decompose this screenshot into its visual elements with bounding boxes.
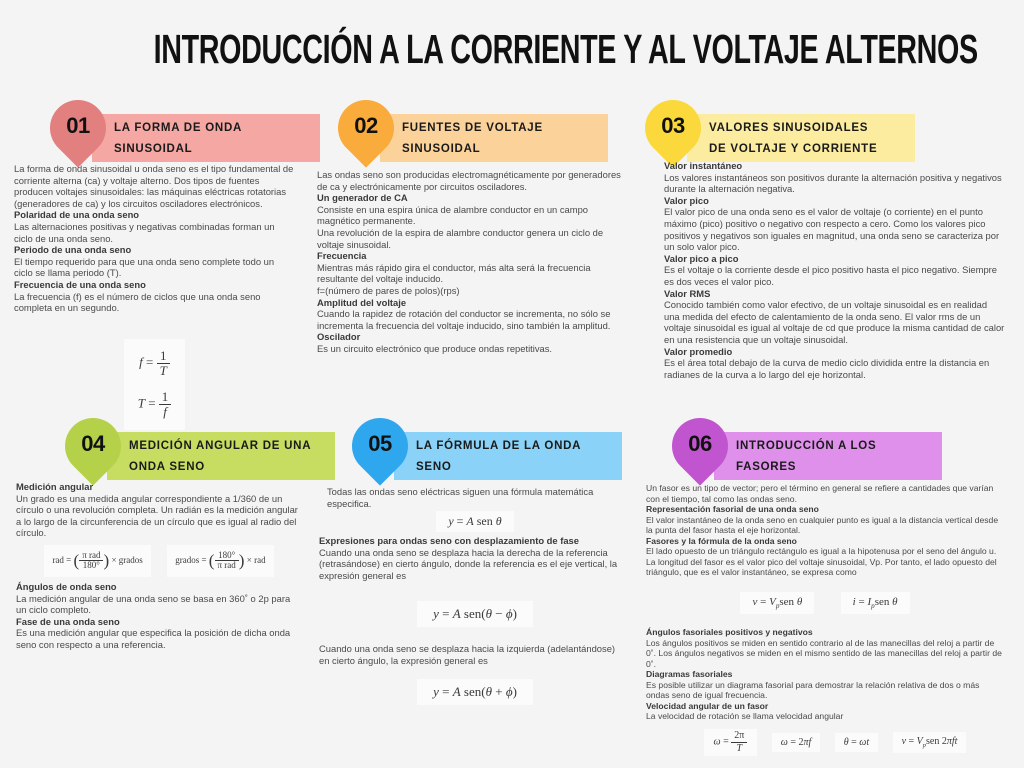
paragraph: La velocidad de rotación se llama velocidad angular xyxy=(646,711,844,721)
formula-y-equals-A-sen-theta-minus-phi: y = A sen(θ − ϕ) xyxy=(417,601,533,627)
formula-v-equals-Vp-sen-2pift: $v = V_psen$ 2πft xyxy=(893,732,967,753)
formula-v-equals-Vp-sen-theta: $v = V_psen$ θ xyxy=(740,592,814,614)
paragraph: La medición angular de una onda seno se basa en 360˚ o 2p para un ciclo completo. xyxy=(16,592,291,616)
paragraph-heading: Valor pico xyxy=(664,194,709,206)
section-heading-02-line1: FUENTES DE VOLTAJE xyxy=(402,122,543,134)
formula-rad-from-grados: rad = ( $\frac{\text{π rad}}{180^\circ}$ ) × grados xyxy=(44,545,150,577)
section-body-05a xyxy=(327,486,623,509)
formula-y-equals-A-sen-theta-plus-phi: y = A sen(θ + ϕ) xyxy=(417,679,533,705)
paragraph: El valor pico de una onda seno es el valor de voltaje (o corriente) en el punto máximo (pico) positivo o negativo con respecto a cero. Como los valores pico positivos y negativos son iguales en magnitud, una onda seno se caracteriza por un solo valor pico. xyxy=(664,206,1000,253)
paragraph: Cuando la rapidez de rotación del conductor se incrementa, no sólo se incrementa la frecuencia del voltaje inducido, sino también la amplitud. xyxy=(317,308,611,331)
section-heading-04-line1: MEDICIÓN ANGULAR DE UNA xyxy=(129,440,312,452)
paragraph: Los valores instantáneos son positivos durante la alternación positiva y negativos durante la alternación negativa. xyxy=(664,171,1002,195)
paragraph: La longitud del fasor es el valor pico del voltaje sinusoidal, Vp. Por tanto, el lado opuesto del triángulo, que es el valor instantáneo, se expresa como xyxy=(646,556,997,577)
paragraph-heading: Valor promedio xyxy=(664,345,733,357)
section-heading-01-line1: LA FORMA DE ONDA xyxy=(114,122,243,134)
section-heading-03 xyxy=(709,118,915,160)
paragraph: La frecuencia (f) es el número de ciclos que una onda seno completa en un segundo. xyxy=(14,290,261,314)
paragraph-heading: Medición angular xyxy=(16,481,94,492)
section-number-02: 02 xyxy=(354,113,378,138)
section-heading-02 xyxy=(402,118,608,160)
section-body-05c xyxy=(319,643,625,666)
formula-T-equals-1-over-f: T = $\frac{1}{f}$ xyxy=(138,387,172,421)
paragraph: La forma de onda sinusoidal u onda seno es el tipo fundamental de corriente alterna (ca) y voltaje alterno. Dos tipos de fuentes producen voltajes sinusoidales: las máquinas eléctricas rotatorias (generadores de ca) y los circuitos osciladores electrónicos. xyxy=(14,163,294,209)
paragraph-heading: Periodo de una onda seno xyxy=(14,244,132,256)
formula-f-equals-1-over-T: f = $\frac{1}{T}$ T = $\frac{1}{f}$ xyxy=(124,339,186,430)
section-heading-03-line1: VALORES SINUSOIDALES xyxy=(709,122,869,134)
formula-i-equals-Ip-sen-theta: $i = I_psen$ θ xyxy=(841,592,910,614)
paragraph-heading: Valor RMS xyxy=(664,287,711,299)
paragraph: Es un circuito electrónico que produce ondas repetitivas. xyxy=(317,342,553,354)
paragraph-heading: Frecuencia de una onda seno xyxy=(14,278,146,290)
section-body-03 xyxy=(664,160,1005,380)
formula-group-01 xyxy=(14,339,295,430)
paragraph: Es posible utilizar un diagrama fasorial para demostrar la relación relativa de dos o más ondas seno de igual frecuencia. xyxy=(646,679,980,700)
section-number-05: 05 xyxy=(368,431,392,456)
paragraph: Es el área total debajo de la curva de medio ciclo dividida entre la distancia en radianes de la curva a lo largo del eje horizontal. xyxy=(664,357,990,380)
section-body-05b xyxy=(319,535,625,581)
paragraph-heading: Amplitud del voltaje xyxy=(317,296,407,308)
formula-omega-equals-2pi-over-T: ω = $\frac{2\pi}{T}$ xyxy=(704,729,758,756)
paragraph: Es una medición angular que especifica la posición de dicha onda seno con respecto a una referencia. xyxy=(16,627,291,650)
formula-theta-equals-omega-t: θ = ωt xyxy=(835,733,878,752)
paragraph: Todas las ondas seno eléctricas siguen una fórmula matemática especifica. xyxy=(327,486,594,509)
formula-group-04 xyxy=(14,545,304,577)
paragraph: Conocido también como valor efectivo, de un voltaje sinusoidal es en realidad una medida del efecto de calentamiento de la onda seno. El valor rms de un voltaje sinusoidal es igual al voltaje de cd que produce la misma cantidad de calor en una resistencia que un voltaje sinusoidal. xyxy=(664,299,1005,345)
paragraph-heading: Fase de una onda seno xyxy=(16,615,120,627)
formula-group-06b xyxy=(660,729,1010,756)
paragraph-heading: Fasores y la fórmula de la onda seno xyxy=(646,535,797,546)
paragraph-heading: Diagramas fasoriales xyxy=(646,669,733,679)
section-heading-01 xyxy=(114,118,320,160)
section-heading-04-line2: ONDA SENO xyxy=(129,461,205,473)
paragraph: Es el voltaje o la corriente desde el pico positivo hasta el pico negativo. Siempre es dos veces el valor pico. xyxy=(664,264,998,287)
section-number-03: 03 xyxy=(661,113,685,138)
section-body-06b xyxy=(646,627,1004,722)
section-number-01: 01 xyxy=(66,113,90,138)
formula-omega-equals-2pif: ω = 2πf xyxy=(772,733,821,752)
paragraph-heading: Frecuencia xyxy=(317,250,367,262)
section-heading-06 xyxy=(736,436,942,478)
paragraph: Consiste en una espira única de alambre conductor en un campo magnético permanente. xyxy=(317,203,589,227)
paragraph-heading: Ángulos de onda seno xyxy=(16,581,117,592)
section-number-06: 06 xyxy=(688,431,712,456)
section-heading-05-line1: LA FÓRMULA DE LA ONDA xyxy=(416,440,582,452)
formula-group-06a xyxy=(646,592,1004,614)
paragraph: El tiempo requerido para que una onda seno complete todo un ciclo se llama periodo (T). xyxy=(14,255,275,279)
paragraph-heading: Valor instantáneo xyxy=(664,160,743,171)
section-body-04b xyxy=(16,581,301,651)
paragraph: Mientras más rápido gira el conductor, más alta será la frecuencia resultante del voltaje inducido. xyxy=(317,261,591,285)
section-heading-04 xyxy=(129,436,335,478)
section-heading-03-line2: DE VOLTAJE Y CORRIENTE xyxy=(709,143,878,155)
section-body-02 xyxy=(317,169,625,355)
section-body-06a xyxy=(646,483,1004,578)
paragraph: Las ondas seno son producidas electromagnéticamente por generadores de ca y electrónicamente por circuitos osciladores. xyxy=(317,169,621,192)
section-heading-06-line2: FASORES xyxy=(736,461,797,473)
paragraph-heading: Un generador de CA xyxy=(317,192,408,204)
page-title: INTRODUCCIÓN A LA CORRIENTE Y AL VOLTAJE ALTERNOS xyxy=(153,26,978,72)
section-heading-05 xyxy=(416,436,622,478)
paragraph-heading: Velocidad angular de un fasor xyxy=(646,700,769,711)
formula-y-equals-A-sen-theta: y = A sen θ xyxy=(436,511,513,532)
paragraph-heading: Expresiones para ondas seno con desplazamiento de fase xyxy=(319,535,579,546)
paragraph: Un fasor es un tipo de vector; pero el término en general se refiere a cantidades que varían con el tiempo, tal como las ondas seno. xyxy=(646,483,994,504)
paragraph: Una revolución de la espira de alambre conductor genera un ciclo de voltaje sinusoidal. xyxy=(317,226,604,250)
formula-group-05b xyxy=(327,601,623,627)
section-heading-06-line1: INTRODUCCIÓN A LOS xyxy=(736,440,877,452)
paragraph: Cuando una onda seno se desplaza hacia la derecha de la referencia (retrasándose) en cierto ángulo, donde la referencia es el eje vertical, la expresión general es xyxy=(319,546,618,581)
formula-grados-from-rad: grados = ( $\frac{180^\circ}{\text{π rad}}$ ) × rad xyxy=(167,545,273,577)
section-number-04: 04 xyxy=(81,431,105,456)
paragraph: Un grado es una medida angular correspondiente a 1/360 de un círculo o una revolución completa. Un radián es la medición angular a lo largo de la circunferencia de un círculo que es igual al radio del círculo. xyxy=(16,492,298,539)
paragraph-heading: Ángulos fasoriales positivos y negativos xyxy=(646,627,813,637)
formula-group-05c xyxy=(327,679,623,705)
paragraph: El valor instantáneo de la onda seno en cualquier punto es igual a la distancia vertical desde la punta del fasor hasta el eje horizontal. xyxy=(646,514,999,535)
section-body-04a xyxy=(16,481,301,539)
paragraph-heading: Valor pico a pico xyxy=(664,252,739,264)
paragraph: Los ángulos positivos se miden en sentido contrario al de las manecillas del reloj a partir de 0˚. Los ángulos negativos se miden en el mismo sentido de las manecillas del reloj a partir de 0˚. xyxy=(646,637,1002,669)
section-heading-01-line2: SINUSOIDAL xyxy=(114,143,193,155)
section-body-01 xyxy=(14,163,295,314)
paragraph-heading: Oscilador xyxy=(317,331,361,343)
section-heading-05-line2: SENO xyxy=(416,461,452,473)
paragraph-heading: Representación fasorial de una onda seno xyxy=(646,504,819,514)
paragraph: Las alternaciones positivas y negativas combinadas forman un ciclo de una onda seno. xyxy=(14,220,275,244)
paragraph: El lado opuesto de un triángulo rectángulo es igual a la hipotenusa por el seno del ángulo u. xyxy=(646,546,997,556)
paragraph: Cuando una onda seno se desplaza hacia la izquierda (adelantándose) en cierto ángulo, la expresión general es xyxy=(319,643,616,666)
section-heading-02-line2: SINUSOIDAL xyxy=(402,143,481,155)
paragraph: f=(número de pares de polos)(rps) xyxy=(317,284,460,296)
paragraph-heading: Polaridad de una onda seno xyxy=(14,209,140,221)
formula-group-05a xyxy=(327,511,623,532)
